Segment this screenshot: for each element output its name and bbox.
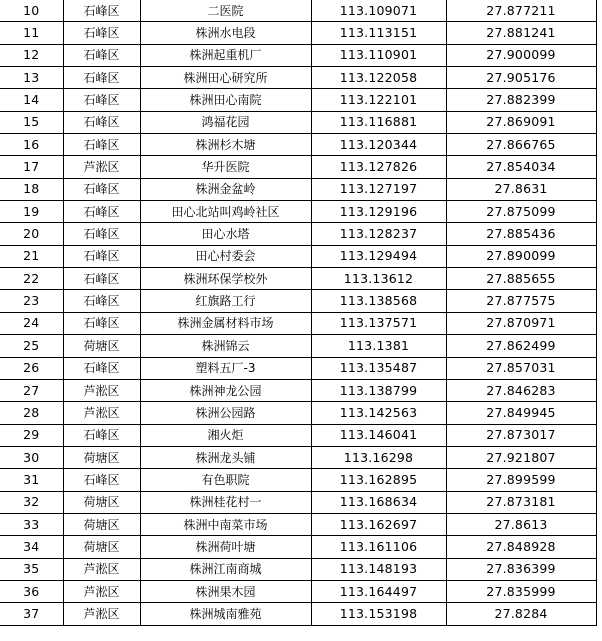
- district-cell[interactable]: 石峰区: [63, 424, 140, 446]
- site-name-cell[interactable]: 田心村委会: [140, 245, 311, 267]
- row-index[interactable]: 23: [0, 290, 63, 312]
- longitude-cell[interactable]: 113.113151: [311, 22, 446, 44]
- district-cell[interactable]: 石峰区: [63, 0, 140, 22]
- district-cell[interactable]: 荷塘区: [63, 491, 140, 513]
- site-name-cell[interactable]: 株洲江南商城: [140, 558, 311, 580]
- site-name-cell[interactable]: 塑料五厂-3: [140, 357, 311, 379]
- row-index[interactable]: 21: [0, 245, 63, 267]
- table-row: [0, 558, 596, 580]
- table-row: [0, 491, 596, 513]
- site-name-cell[interactable]: 株洲金属材料市场: [140, 312, 311, 334]
- table-row: [0, 89, 596, 111]
- row-index[interactable]: 13: [0, 67, 63, 89]
- district-cell[interactable]: 石峰区: [63, 22, 140, 44]
- table-row: [0, 513, 596, 535]
- site-name-cell[interactable]: 株洲水电段: [140, 22, 311, 44]
- latitude-cell[interactable]: 27.873017: [446, 424, 596, 446]
- longitude-cell[interactable]: 113.148193: [311, 558, 446, 580]
- site-name-cell[interactable]: 株洲桂花村一: [140, 491, 311, 513]
- district-cell[interactable]: 芦淞区: [63, 379, 140, 401]
- latitude-cell[interactable]: 27.899599: [446, 469, 596, 491]
- latitude-cell[interactable]: 27.877575: [446, 290, 596, 312]
- row-index[interactable]: 14: [0, 89, 63, 111]
- row-index[interactable]: 12: [0, 44, 63, 66]
- district-cell[interactable]: 石峰区: [63, 469, 140, 491]
- district-cell[interactable]: 荷塘区: [63, 446, 140, 468]
- row-index[interactable]: 16: [0, 134, 63, 156]
- longitude-cell[interactable]: 113.138799: [311, 379, 446, 401]
- longitude-cell[interactable]: 113.164497: [311, 580, 446, 602]
- site-name-cell[interactable]: 株洲神龙公园: [140, 379, 311, 401]
- latitude-cell[interactable]: 27.857031: [446, 357, 596, 379]
- latitude-cell[interactable]: 27.849945: [446, 402, 596, 424]
- row-index[interactable]: 10: [0, 0, 63, 22]
- row-index[interactable]: 11: [0, 22, 63, 44]
- row-index[interactable]: 24: [0, 312, 63, 334]
- site-name-cell[interactable]: 株洲公园路: [140, 402, 311, 424]
- longitude-cell[interactable]: 113.162895: [311, 469, 446, 491]
- site-name-cell[interactable]: 株洲环保学校外: [140, 268, 311, 290]
- site-name-cell[interactable]: 株洲果木园: [140, 580, 311, 602]
- district-cell[interactable]: 芦淞区: [63, 603, 140, 625]
- latitude-cell[interactable]: 27.836399: [446, 558, 596, 580]
- latitude-cell[interactable]: 27.8284: [446, 603, 596, 625]
- latitude-cell[interactable]: 27.873181: [446, 491, 596, 513]
- longitude-cell[interactable]: 113.13612: [311, 268, 446, 290]
- row-index[interactable]: 36: [0, 580, 63, 602]
- longitude-cell[interactable]: 113.127826: [311, 156, 446, 178]
- table-row: [0, 357, 596, 379]
- table-row: [0, 580, 596, 602]
- district-cell[interactable]: 石峰区: [63, 67, 140, 89]
- row-index[interactable]: 26: [0, 357, 63, 379]
- latitude-cell[interactable]: 27.905176: [446, 67, 596, 89]
- row-index[interactable]: 31: [0, 469, 63, 491]
- latitude-cell[interactable]: 27.877211: [446, 0, 596, 22]
- row-index[interactable]: 27: [0, 379, 63, 401]
- longitude-cell[interactable]: 113.122101: [311, 89, 446, 111]
- table-row: [0, 44, 596, 66]
- longitude-cell[interactable]: 113.161106: [311, 536, 446, 558]
- table-row: [0, 156, 596, 178]
- longitude-cell[interactable]: 113.120344: [311, 134, 446, 156]
- latitude-cell[interactable]: 27.854034: [446, 156, 596, 178]
- latitude-cell[interactable]: 27.875099: [446, 201, 596, 223]
- table-row: [0, 134, 596, 156]
- row-index[interactable]: 15: [0, 111, 63, 133]
- site-name-cell[interactable]: 红旗路工行: [140, 290, 311, 312]
- district-cell[interactable]: 石峰区: [63, 245, 140, 267]
- longitude-cell[interactable]: 113.116881: [311, 111, 446, 133]
- longitude-cell[interactable]: 113.168634: [311, 491, 446, 513]
- district-cell[interactable]: 石峰区: [63, 268, 140, 290]
- site-name-cell[interactable]: 株洲龙头铺: [140, 446, 311, 468]
- district-cell[interactable]: 芦淞区: [63, 580, 140, 602]
- latitude-cell[interactable]: 27.885436: [446, 223, 596, 245]
- site-name-cell[interactable]: 田心北站叫鸡岭社区: [140, 201, 311, 223]
- district-cell[interactable]: 石峰区: [63, 290, 140, 312]
- longitude-cell[interactable]: 113.122058: [311, 67, 446, 89]
- longitude-cell[interactable]: 113.135487: [311, 357, 446, 379]
- table-row: [0, 424, 596, 446]
- longitude-cell[interactable]: 113.1381: [311, 335, 446, 357]
- row-index[interactable]: 34: [0, 536, 63, 558]
- longitude-cell[interactable]: 113.129494: [311, 245, 446, 267]
- site-name-cell[interactable]: 株洲杉木塘: [140, 134, 311, 156]
- site-name-cell[interactable]: 株洲中南菜市场: [140, 513, 311, 535]
- table-row: [0, 379, 596, 401]
- table-row: [0, 0, 596, 22]
- row-index[interactable]: 19: [0, 201, 63, 223]
- latitude-cell[interactable]: 27.900099: [446, 44, 596, 66]
- longitude-cell[interactable]: 113.162697: [311, 513, 446, 535]
- table-row: [0, 446, 596, 468]
- table-row: [0, 469, 596, 491]
- site-name-cell[interactable]: 鸿福花园: [140, 111, 311, 133]
- site-name-cell[interactable]: 华升医院: [140, 156, 311, 178]
- row-index[interactable]: 22: [0, 268, 63, 290]
- table-row: [0, 111, 596, 133]
- site-name-cell[interactable]: 株洲金盆岭: [140, 178, 311, 200]
- table-row: [0, 178, 596, 200]
- latitude-cell[interactable]: 27.8613: [446, 513, 596, 535]
- district-cell[interactable]: 石峰区: [63, 201, 140, 223]
- district-cell[interactable]: 石峰区: [63, 357, 140, 379]
- district-cell[interactable]: 荷塘区: [63, 536, 140, 558]
- site-name-cell[interactable]: 株洲田心研究所: [140, 67, 311, 89]
- district-cell[interactable]: 石峰区: [63, 312, 140, 334]
- latitude-cell[interactable]: 27.869091: [446, 111, 596, 133]
- site-name-cell[interactable]: 株洲田心南院: [140, 89, 311, 111]
- latitude-cell[interactable]: 27.862499: [446, 335, 596, 357]
- longitude-cell[interactable]: 113.110901: [311, 44, 446, 66]
- longitude-cell[interactable]: 113.109071: [311, 0, 446, 22]
- row-index[interactable]: 37: [0, 603, 63, 625]
- district-cell[interactable]: 石峰区: [63, 223, 140, 245]
- table-row: [0, 22, 596, 44]
- row-index[interactable]: 28: [0, 402, 63, 424]
- table-row: [0, 312, 596, 334]
- latitude-cell[interactable]: 27.921807: [446, 446, 596, 468]
- latitude-cell[interactable]: 27.870971: [446, 312, 596, 334]
- district-cell[interactable]: 芦淞区: [63, 558, 140, 580]
- site-name-cell[interactable]: 二医院: [140, 0, 311, 22]
- site-name-cell[interactable]: 株洲城南雅苑: [140, 603, 311, 625]
- row-index[interactable]: 18: [0, 178, 63, 200]
- table-row: [0, 603, 596, 625]
- longitude-cell[interactable]: 113.128237: [311, 223, 446, 245]
- table-row: [0, 536, 596, 558]
- district-cell[interactable]: 石峰区: [63, 134, 140, 156]
- district-cell[interactable]: 石峰区: [63, 44, 140, 66]
- table-row: [0, 335, 596, 357]
- longitude-cell[interactable]: 113.16298: [311, 446, 446, 468]
- site-name-cell[interactable]: 株洲起重机厂: [140, 44, 311, 66]
- site-name-cell[interactable]: 株洲锦云: [140, 335, 311, 357]
- site-name-cell[interactable]: 有色职院: [140, 469, 311, 491]
- table-row: [0, 223, 596, 245]
- longitude-cell[interactable]: 113.127197: [311, 178, 446, 200]
- table-row: [0, 201, 596, 223]
- longitude-cell[interactable]: 113.146041: [311, 424, 446, 446]
- site-name-cell[interactable]: 田心水塔: [140, 223, 311, 245]
- latitude-cell[interactable]: 27.848928: [446, 536, 596, 558]
- row-index[interactable]: 25: [0, 335, 63, 357]
- row-index[interactable]: 20: [0, 223, 63, 245]
- table-row: [0, 245, 596, 267]
- row-index[interactable]: 33: [0, 513, 63, 535]
- table-row: [0, 402, 596, 424]
- latitude-cell[interactable]: 27.881241: [446, 22, 596, 44]
- district-cell[interactable]: 荷塘区: [63, 335, 140, 357]
- latitude-cell[interactable]: 27.866765: [446, 134, 596, 156]
- longitude-cell[interactable]: 113.137571: [311, 312, 446, 334]
- row-index[interactable]: 30: [0, 446, 63, 468]
- district-cell[interactable]: 荷塘区: [63, 513, 140, 535]
- longitude-cell[interactable]: 113.138568: [311, 290, 446, 312]
- table-row: [0, 268, 596, 290]
- district-cell[interactable]: 石峰区: [63, 89, 140, 111]
- row-index[interactable]: 32: [0, 491, 63, 513]
- latitude-cell[interactable]: 27.835999: [446, 580, 596, 602]
- latitude-cell[interactable]: 27.890099: [446, 245, 596, 267]
- longitude-cell[interactable]: 113.142563: [311, 402, 446, 424]
- table-row: [0, 290, 596, 312]
- row-index[interactable]: 29: [0, 424, 63, 446]
- site-name-cell[interactable]: 株洲荷叶塘: [140, 536, 311, 558]
- latitude-cell[interactable]: 27.885655: [446, 268, 596, 290]
- site-name-cell[interactable]: 湘火炬: [140, 424, 311, 446]
- district-cell[interactable]: 石峰区: [63, 178, 140, 200]
- longitude-cell[interactable]: 113.129196: [311, 201, 446, 223]
- latitude-cell[interactable]: 27.846283: [446, 379, 596, 401]
- latitude-cell[interactable]: 27.8631: [446, 178, 596, 200]
- table-row: [0, 67, 596, 89]
- district-cell[interactable]: 芦淞区: [63, 402, 140, 424]
- latitude-cell[interactable]: 27.882399: [446, 89, 596, 111]
- longitude-cell[interactable]: 113.153198: [311, 603, 446, 625]
- row-index[interactable]: 35: [0, 558, 63, 580]
- row-index[interactable]: 17: [0, 156, 63, 178]
- district-cell[interactable]: 石峰区: [63, 111, 140, 133]
- district-cell[interactable]: 芦淞区: [63, 156, 140, 178]
